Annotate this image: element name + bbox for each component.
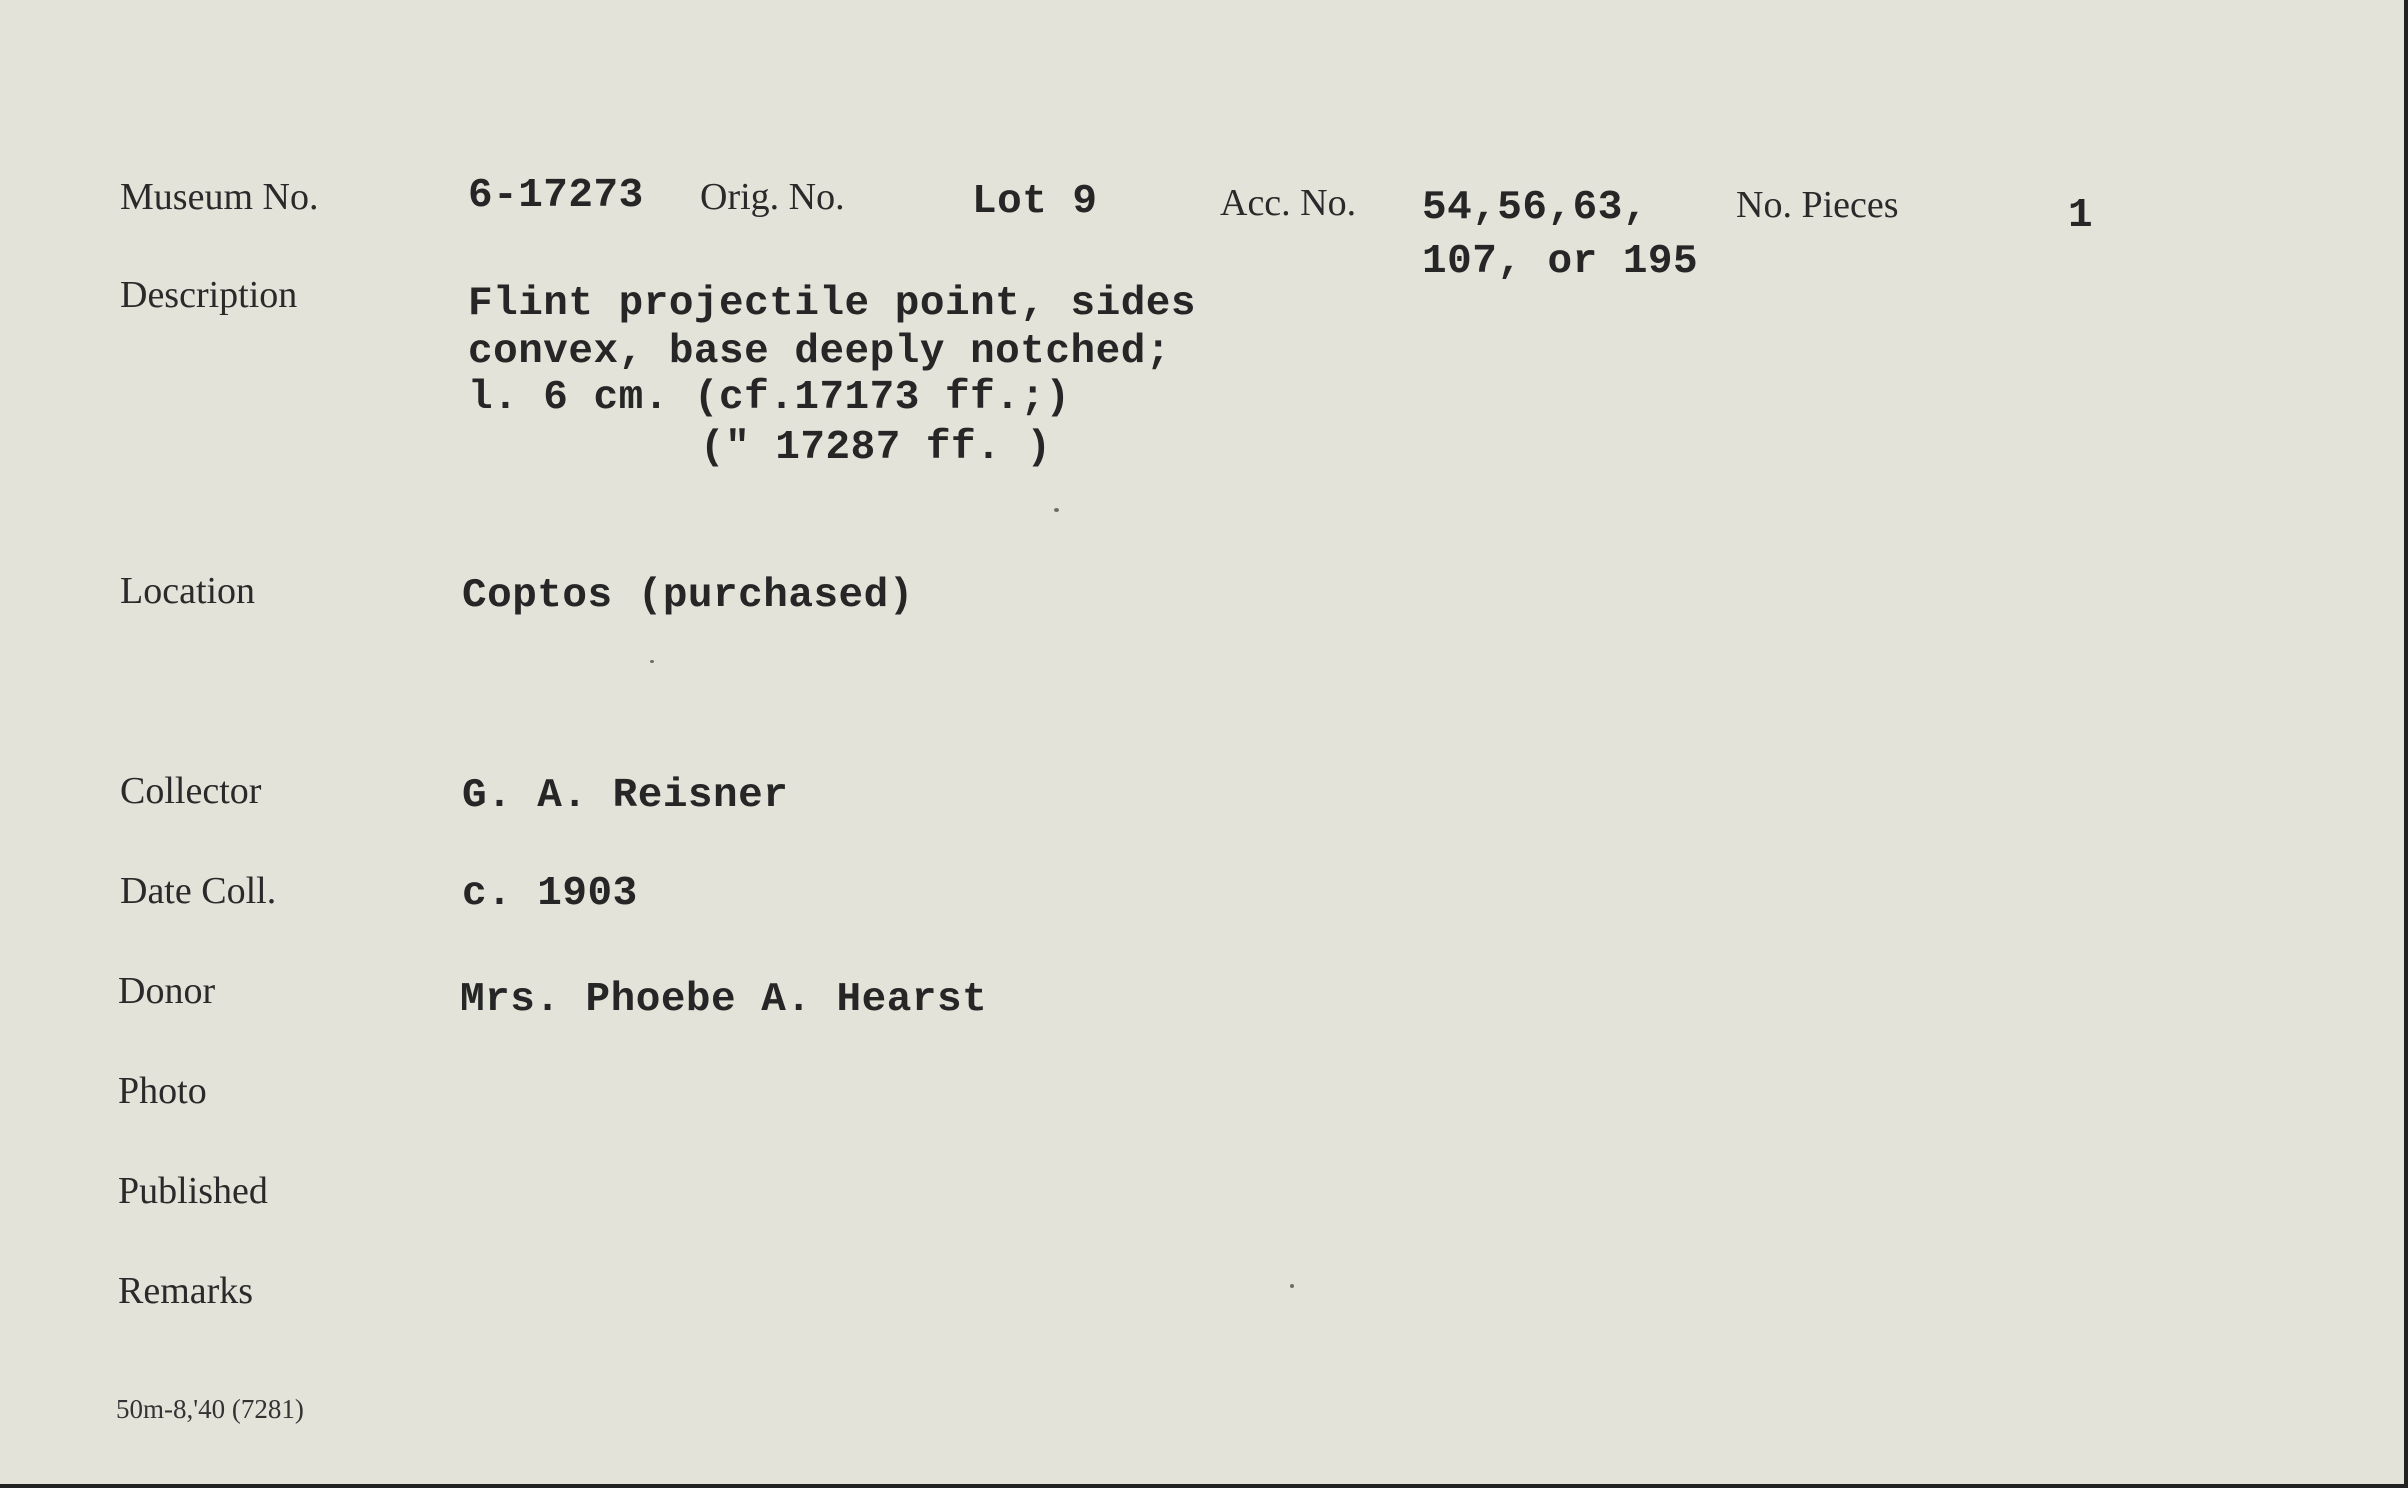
acc-no-value-line1: 54,56,63, xyxy=(1422,185,1648,231)
no-pieces-label: No. Pieces xyxy=(1736,184,1899,226)
donor-value: Mrs. Phoebe A. Hearst xyxy=(460,977,988,1023)
description-line-3: l. 6 cm. (cf.17173 ff.;) xyxy=(468,375,1071,421)
museum-no-value: 6-17273 xyxy=(468,173,644,219)
remarks-label: Remarks xyxy=(118,1270,254,1312)
acc-no-value-line2: 107, or 195 xyxy=(1422,239,1699,285)
acc-no-label: Acc. No. xyxy=(1220,182,1357,224)
collector-value: G. A. Reisner xyxy=(462,773,789,819)
published-label: Published xyxy=(118,1170,268,1212)
description-line-2: convex, base deeply notched; xyxy=(468,329,1171,375)
donor-label: Donor xyxy=(118,970,216,1012)
description-line-4: (" 17287 ff. ) xyxy=(700,425,1052,471)
orig-no-label: Orig. No. xyxy=(700,176,845,218)
orig-no-value: Lot 9 xyxy=(972,179,1098,225)
photo-label: Photo xyxy=(118,1070,207,1112)
date-coll-label: Date Coll. xyxy=(120,870,277,912)
date-coll-value: c. 1903 xyxy=(462,871,638,917)
card-speck xyxy=(650,660,654,663)
card-speck xyxy=(1054,508,1059,512)
location-value: Coptos (purchased) xyxy=(462,573,914,619)
description-label: Description xyxy=(120,274,298,316)
museum-no-label: Museum No. xyxy=(120,176,319,218)
collector-label: Collector xyxy=(120,770,262,812)
description-line-1: Flint projectile point, sides xyxy=(468,281,1197,327)
no-pieces-value: 1 xyxy=(2068,193,2094,239)
print-code: 50m-8,'40 (7281) xyxy=(116,1394,304,1424)
location-label: Location xyxy=(120,570,256,612)
card-speck xyxy=(1290,1284,1294,1288)
